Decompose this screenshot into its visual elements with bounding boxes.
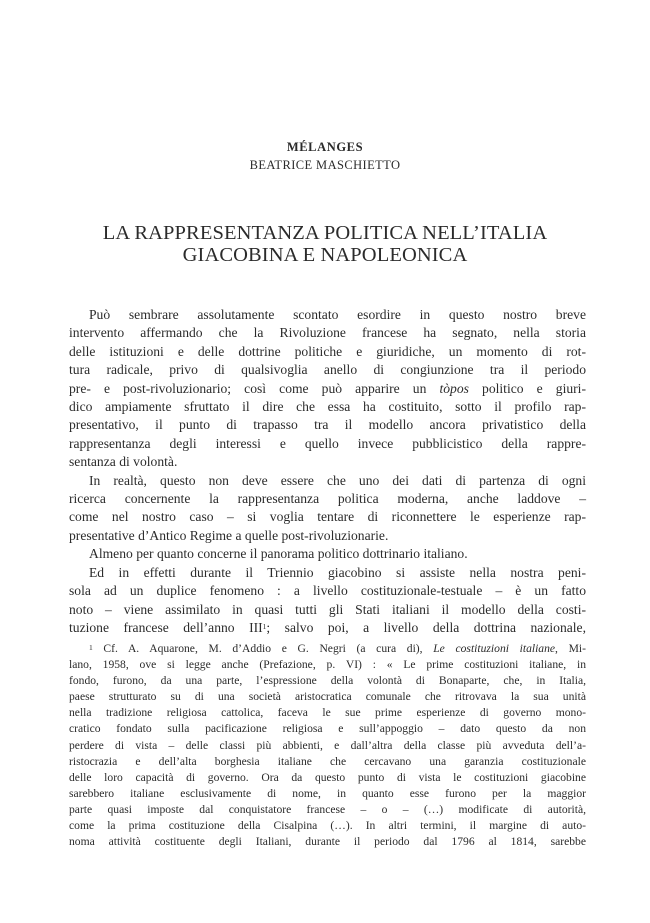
body-line: presentative d’Antico Regime a quelle post-rivoluzionarie.: [69, 527, 389, 543]
body-text: [69, 306, 586, 637]
body-text-fragment: ; salvo poi, a livello della dottrina nazionale,: [266, 619, 586, 635]
author-name: BEATRICE MASCHIETTO: [249, 158, 401, 172]
body-line: dico ampiamente sfruttato il dire che essa ha costituito, sotto il profilo rap-: [69, 399, 586, 415]
body-line: Ed in effetti durante il Triennio giacobino si assiste nella nostra peni-: [89, 564, 586, 580]
body-line: intervento affermando che la Rivoluzione francese ha segnato, nella storia: [69, 325, 586, 341]
footnote-line: nella tradizione religiosa cattolica, faceva le sue prime esperienze di governo mono-: [69, 706, 586, 720]
title-line-1: LA RAPPRESENTANZA POLITICA NELL’ITALIA: [102, 222, 548, 244]
title-line-2: GIACOBINA E NAPOLEONICA: [182, 244, 468, 266]
footnote-line: noma attività costituente degli Italiani, durante il periodo dal 1796 al 1814, sarebbe: [69, 835, 586, 849]
section-label: MÉLANGES: [286, 140, 364, 154]
footnote-line: fondo, furono, da una parte, l’espressione della volontà di Bonaparte, che, in Italia,: [69, 674, 586, 688]
footnote-line: paese strutturato su di una società aristocratica comunale che ritrovava la sua unità: [69, 690, 586, 704]
footnote-line: come la prima costituzione della Cisalpina (…). In altri termini, il margine di auto-: [69, 819, 586, 833]
cited-title: Le costituzioni italiane: [433, 642, 556, 655]
body-line: come nel nostro caso – si voglia tentare di riconnettere le esperienze rap-: [69, 509, 586, 525]
footnote-text: , Mi-: [555, 642, 587, 655]
body-line: sola ad un duplice fenomeno : a livello costituzionale-testuale – è un fatto: [69, 583, 586, 599]
footnote-reference[interactable]: 1: [262, 621, 267, 631]
body-line: tura radicale, privo di qualsivoglia anello di congiunzione tra il periodo: [69, 362, 586, 378]
body-line: Può sembrare assolutamente scontato esordire in questo nostro breve: [89, 307, 586, 322]
footnote-marker: 1: [89, 643, 93, 652]
body-line-topos: [69, 380, 586, 398]
footnote-line: sarebbero italiane esclusivamente di nome, in quanto esse furono per la maggior: [69, 786, 586, 800]
body-line: ricerca concernente la rappresentanza politica moderna, anche laddove –: [69, 491, 586, 507]
footnotes: [69, 641, 586, 850]
footnote-text: Cf. A. Aquarone, M. d’Addio e G. Negri (a cura di),: [103, 642, 434, 655]
body-line: presentativo, il punto di trapasso tra il modello ancora privatistico della: [69, 417, 586, 433]
footnote-line: [69, 641, 586, 657]
body-line: Almeno per quanto concerne il panorama politico dottrinario italiano.: [89, 546, 468, 562]
body-line: rappresentanza degli interessi e quello invece pubblicistico della rappre-: [69, 435, 586, 451]
footnote-line: ristocrazia e dell’alta borghesia italiane che cercavano una garanzia costituzionale: [69, 754, 586, 768]
italic-term: tòpos: [439, 380, 469, 396]
article-title: [80, 222, 570, 266]
body-text-fragment: tuzione francese dell’anno III: [69, 619, 263, 635]
footnote-line: perdere di vista – delle classi più abbienti, e dall’altra della classe più avveduta dell’a-: [69, 738, 586, 752]
footnote-line: parte quasi imposte dal conquistatore francese – o – (…) modificate di autorità,: [69, 802, 586, 816]
body-line: sentanza di volontà.: [69, 454, 178, 470]
footnote-line: delle loro capacità di governo. Ora da questo punto di vista le costituzioni giacobine: [69, 770, 586, 784]
body-line: delle istituzioni e delle dottrine politiche e giuridiche, un momento di rot-: [69, 343, 586, 359]
body-line: noto – viene assimilato in quasi tutti gli Stati italiani il modello della costi-: [69, 601, 586, 617]
footnote-line: lano, 1958, ove si legge anche (Prefazione, p. VI) : « Le prime costituzioni italiane, in: [69, 658, 586, 672]
footnote-line: cratico fondato sulla pacificazione religiosa e sull’appoggio – dato questo da non: [69, 722, 586, 736]
body-line: In realtà, questo non deve essere che uno dei dati di partenza di ogni: [89, 472, 586, 488]
body-line-footnote-ref: [69, 619, 586, 637]
body-line-topos-text: pre- e post-rivoluzionario; così come può apparire un tòpos politico e giuri-: [69, 380, 586, 396]
